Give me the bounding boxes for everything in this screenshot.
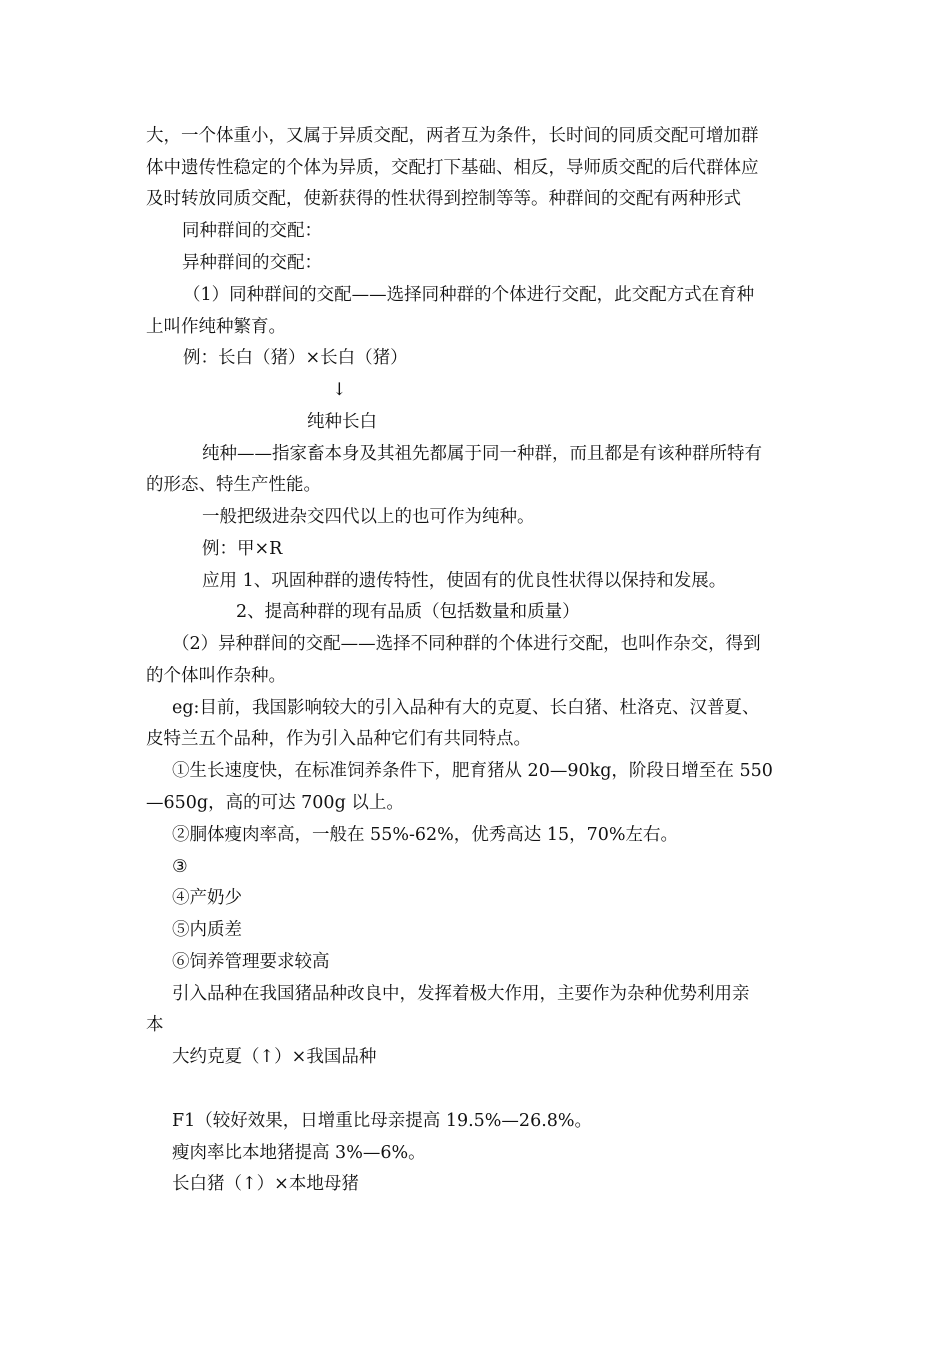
text-line: 本: [146, 1015, 164, 1035]
text-line: 及时转放同质交配，使新获得的性状得到控制等等。种群间的交配有两种形式: [146, 189, 741, 209]
text-line: ⑥饲养管理要求较高: [172, 952, 330, 972]
text-line: 同种群间的交配：: [182, 221, 322, 241]
text-line: 大约克夏（↑）×我国品种: [172, 1047, 377, 1067]
text-line: （1）同种群间的交配——选择同种群的个体进行交配，此交配方式在育种: [183, 285, 755, 305]
text-line: 体中遗传性稳定的个体为异质，交配打下基础、相反，导师质交配的后代群体应: [146, 158, 759, 178]
down-arrow: ↓: [332, 380, 347, 400]
text-line: —650g，高的可达 700g 以上。: [146, 793, 404, 813]
text-line: ②胴体瘦肉率高，一般在 55%-62%，优秀高达 15，70%左右。: [172, 825, 678, 845]
text-line: F1（较好效果，日增重比母亲提高 19.5%—26.8%。: [172, 1111, 593, 1131]
text-line: 大，一个体重小，又属于异质交配，两者互为条件，长时间的同质交配可增加群: [146, 126, 759, 146]
text-line: 的形态、特生产性能。: [146, 475, 321, 495]
text-line: ①生长速度快，在标准饲养条件下，肥育猪从 20—90kg，阶段日增至在 550: [172, 761, 773, 781]
text-line: 2、提高种群的现有品质（包括数量和质量）: [236, 602, 580, 622]
text-line: 瘦肉率比本地猪提高 3%—6%。: [172, 1143, 426, 1163]
text-line: 纯种——指家畜本身及其祖先都属于同一种群，而且都是有该种群所特有: [202, 444, 762, 464]
text-line: ④产奶少: [172, 888, 242, 908]
text-line: ⑤内质差: [172, 920, 242, 940]
text-line: 例：甲×R: [202, 539, 283, 559]
text-line: 异种群间的交配：: [182, 253, 322, 273]
text-line: 的个体叫作杂种。: [146, 666, 286, 686]
text-line: 例：长白（猪）×长白（猪）: [183, 348, 408, 368]
text-line: （2）异种群间的交配——选择不同种群的个体进行交配，也叫作杂交，得到: [172, 634, 761, 654]
text-line: 上叫作纯种繁育。: [146, 317, 286, 337]
text-line: 纯种长白: [307, 412, 377, 432]
text-line: 皮特兰五个品种，作为引入品种它们有共同特点。: [146, 729, 531, 749]
text-line: 长白猪（↑）×本地母猪: [172, 1174, 359, 1194]
text-line: eg:目前，我国影响较大的引入品种有大的克夏、长白猪、杜洛克、汉普夏、: [172, 698, 760, 718]
text-line: 一般把级进杂交四代以上的也可作为纯种。: [202, 507, 535, 527]
text-line: 应用 1、巩固种群的遗传特性，使固有的优良性状得以保持和发展。: [202, 571, 727, 591]
text-line: 引入品种在我国猪品种改良中，发挥着极大作用，主要作为杂种优势利用亲: [172, 984, 750, 1004]
text-line: ③: [172, 857, 188, 877]
